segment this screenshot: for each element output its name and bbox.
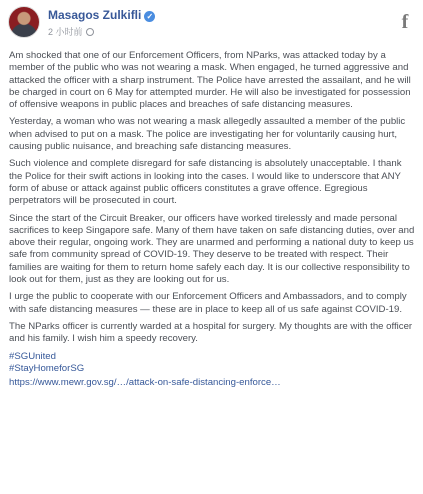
article-link[interactable]: https://www.mewr.gov.sg/…/attack-on-safe-distancing-enforce… — [9, 377, 281, 389]
timestamp-text[interactable]: 2 小时前 — [48, 27, 83, 37]
post-body — [9, 50, 415, 389]
hashtag-link[interactable]: #StayHomeforSG — [9, 362, 85, 374]
author-name-text[interactable]: Masagos Zulkifli — [48, 8, 142, 22]
post-paragraph: Am shocked that one of our Enforcement Officers, from NParks, was attacked today by a member of the public who was not wearing a mask. When engaged, he turned aggressive and attacked the officer with a sharp instrument. The Police have arrested the assailant, and he will be charged in court on 6 May for attempted murder. He will also be investigated for possession of offensive weapons in public places and breaches of safe distancing measures. — [9, 50, 411, 111]
author-name[interactable] — [48, 8, 155, 22]
post-timestamp[interactable] — [48, 25, 94, 38]
globe-icon — [86, 28, 94, 36]
hashtag-list — [9, 351, 415, 376]
post-paragraph: I urge the public to cooperate with our Enforcement Officers and Ambassadors, and to comply with safe distancing measures — these are in place to keep all of us safe against COVID-19. — [9, 291, 407, 315]
post-header — [8, 6, 415, 40]
post-paragraph: The NParks officer is currently warded at a hospital for surgery. My thoughts are with the officer and his family. I wish him a speedy recovery. — [9, 320, 413, 345]
facebook-logo — [395, 12, 415, 32]
avatar[interactable] — [8, 6, 40, 38]
facebook-logo-text: f — [401, 11, 409, 33]
post-paragraph: Such violence and complete disregard for safe distancing is absolutely unacceptable. I thank the Police for their swift actions in looking into the cases. I would like to underscore that ANY form of abuse or attack against public officers constitutes a grave offence. Egregious perpetrators will be prosecuted in court. — [9, 158, 402, 207]
hashtag-link[interactable]: #SGUnited — [9, 350, 56, 362]
verified-check-icon: ✓ — [144, 11, 155, 22]
post-paragraph: Yesterday, a woman who was not wearing a mask allegedly assaulted a member of the public when advised to put on a mask. The police are investigating her for voluntarily causing hurt, causing public nuisance, and breaching safe distancing measures. — [9, 116, 406, 153]
post-paragraph: Since the start of the Circuit Breaker, our officers have worked tirelessly and made personal sacrifices to keep Singapore safe. Many of them have taken on safe distancing duties, over and above their regular, ongoing work. They are unarmed and performing a national duty to keep us safe from community spread of COVID-19. They deserve to be treated with respect. Their families are waiting for them to return home safely each day. It is our collective responsibility to look out for them, just as they are looking out for us. — [9, 212, 415, 286]
